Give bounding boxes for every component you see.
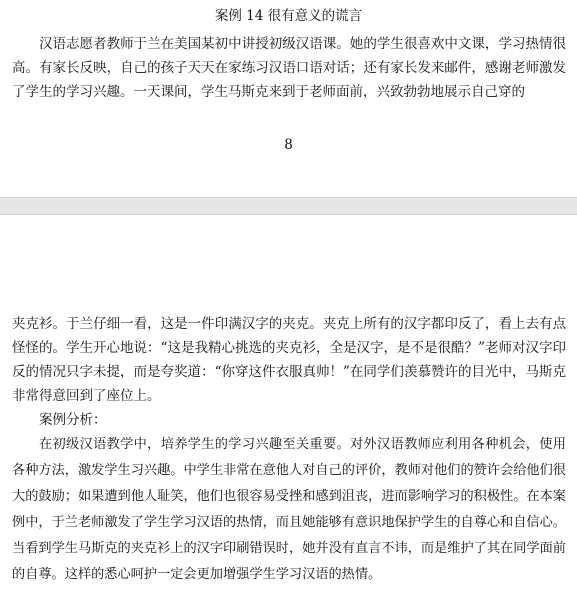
page-number: 8 xyxy=(284,137,293,153)
analysis-heading: 案例分析： xyxy=(39,412,107,428)
case-paragraph-continued: 夹克衫。于兰仔细一看，这是一件印满汉字的夹克。夹克上所有的汉字都印反了，看上去有点怪怪的。学生开心地说：“这是我精心挑选的夹克衫，全是汉字，是不是很酷？”老师对汉字印反的情况只字未提，而是夸奖道：“你穿这件衣服真帅！”在同学们羡慕赞许的目光中，马斯克非常得意回到了座位上。 xyxy=(12,316,566,404)
analysis-paragraph: 在初级汉语教学中，培养学生的学习兴趣至关重要。对外汉语教师应利用各种机会，使用各种方法，激发学生习兴趣。中学生非常在意他人对自己的评价，教师对他们的赞许会给他们很大的鼓励；如果遭到他人耻笑，他们也很容易受挫和感到沮丧，进而影响学习的积极性。在本案例中，于兰老师激发了学生学习汉语的热情，而且她能够有意识地保护学生的自尊心和自信心。当看到学生马斯克的夹克衫上的汉字印刷错误时，她并没有直言不讳，而是维护了其在同学面前的自尊。这样的悉心呵护一定会更加增强学生学习汉语的热情。 xyxy=(12,437,566,582)
document-page-bottom xyxy=(0,215,577,591)
document-page-top xyxy=(0,0,577,197)
page-separator xyxy=(0,197,577,215)
case-title: 案例 14 很有意义的谎言 xyxy=(214,8,363,24)
case-paragraph: 汉语志愿者教师于兰在美国某初中讲授初级汉语课。她的学生很喜欢中文课，学习热情很高。有家长反映，自己的孩子天天在家练习汉语口语对话；还有家长发来邮件，感谢老师激发了学生的学习兴趣。一天课间，学生马斯克来到于老师面前，兴致勃勃地展示自己穿的 xyxy=(12,36,566,100)
